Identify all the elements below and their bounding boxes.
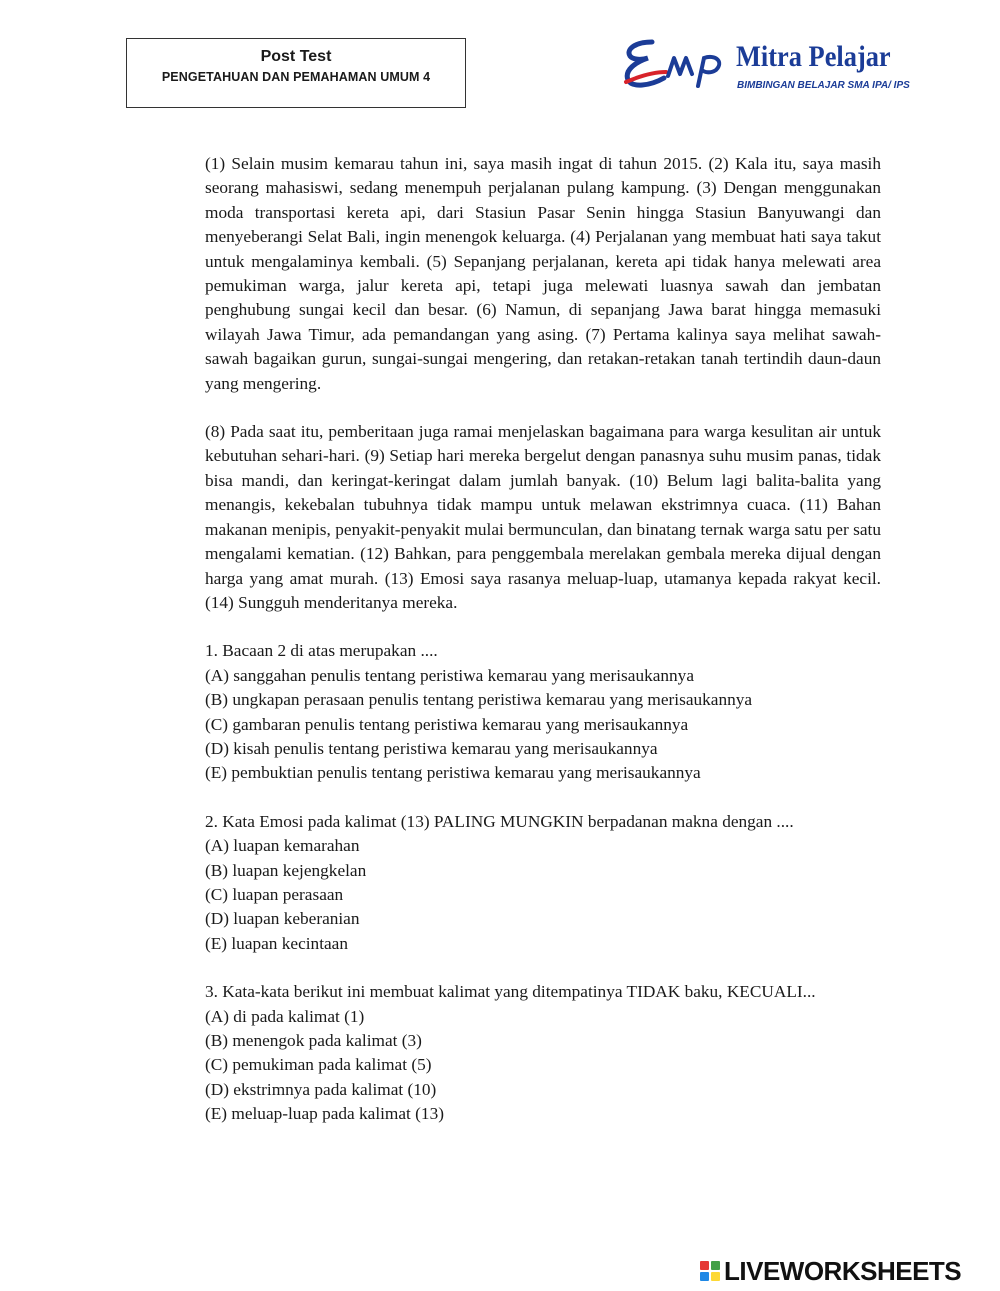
option-b: (B) luapan kejengkelan xyxy=(205,860,367,880)
option-c: (C) luapan perasaan xyxy=(205,884,344,904)
liveworksheets-watermark xyxy=(700,1256,961,1286)
option-a: (A) luapan kemarahan xyxy=(205,836,360,856)
question-2 xyxy=(205,810,881,956)
option-d: (D) ekstrimnya pada kalimat (10) xyxy=(205,1079,437,1099)
worksheet-content xyxy=(205,152,881,1151)
question-3 xyxy=(205,980,881,1126)
question-stem: 1. Bacaan 2 di atas merupakan .... xyxy=(205,641,438,661)
option-c: (C) gambaran penulis tentang peristiwa kemarau yang merisaukannya xyxy=(205,714,689,734)
option-a: (A) sanggahan penulis tentang peristiwa kemarau yang merisaukannya xyxy=(205,665,694,685)
header-box xyxy=(126,38,466,108)
option-c: (C) pemukiman pada kalimat (5) xyxy=(205,1055,432,1075)
passage-paragraph-2: (8) Pada saat itu, pemberitaan juga ramai menjelaskan bagaimana para warga kesulitan air untuk kebutuhan sehari-hari. (9) Setiap hari mereka bergelut dengan panasnya suhu musim panas, tidak bisa mandi, dan keringat-keringat dalam jumlah banyak. (10) Belum lagi balita-balita yang menangis, kekebalan tubuhnya tidak mampu untuk melawan ekstrimnya cuaca. (11) Bahan makanan menipis, penyakit-penyakit mulai bermunculan, dan binatang ternak warga satu per satu mengalami kematian. (12) Bahkan, para penggembala merelakan gembala mereka dijual dengan harga yang amat murah. (13) Emosi saya rasanya meluap-luap, utamanya kepada rakyat kecil. (14) Sungguh menderitanya mereka. xyxy=(205,422,881,612)
option-list xyxy=(205,834,881,956)
liveworksheets-logo-icon xyxy=(700,1261,720,1281)
option-list xyxy=(205,664,881,786)
option-e: (E) pembuktian penulis tentang peristiwa kemarau yang merisaukannya xyxy=(205,763,701,783)
logo-tagline: BIMBINGAN BELAJAR SMA IPA/ IPS xyxy=(737,80,910,91)
option-a: (A) di pada kalimat (1) xyxy=(205,1006,365,1026)
question-1 xyxy=(205,639,881,785)
icon-square-green xyxy=(711,1261,720,1270)
option-d: (D) kisah penulis tentang peristiwa kemarau yang merisaukannya xyxy=(205,738,658,758)
logo-brand-name: Mitra Pelajar xyxy=(736,40,891,73)
icon-square-yellow xyxy=(711,1272,720,1281)
liveworksheets-brand: LIVEWORKSHEETS xyxy=(724,1255,962,1286)
question-stem: 2. Kata Emosi pada kalimat (13) PALING MUNGKIN berpadanan makna dengan .... xyxy=(205,811,794,831)
mitra-pelajar-logo xyxy=(620,36,910,106)
option-e: (E) meluap-luap pada kalimat (13) xyxy=(205,1104,444,1124)
icon-square-red xyxy=(700,1261,709,1270)
emp-logo-mark-icon xyxy=(620,36,732,92)
document-subtitle: PENGETAHUAN DAN PEMAHAMAN UMUM 4 xyxy=(161,70,431,84)
passage-paragraph-1: (1) Selain musim kemarau tahun ini, saya masih ingat di tahun 2015. (2) Kala itu, saya masih seorang mahasiswi, sedang menempuh perjalanan pulang kampung. (3) Dengan menggunakan moda transportasi kereta api, dari Stasiun Pasar Senin hingga Stasiun Banyuwangi dan menyeberangi Selat Bali, ingin menengok keluarga. (4) Perjalanan yang membuat hati saya takut untuk mengalaminya kembali. (5) Sepanjang perjalanan, kereta api tidak hanya melewati area pemukiman warga, jalur kereta api, tetapi juga melewati luasnya sawah dan jembatan penghubung sungai kecil dan besar. (6) Namun, di sepanjang Jawa barat hingga memasuki wilayah Jawa Timur, ada pemandangan yang asing. (7) Pertama kalinya saya melihat sawah-sawah bagaikan gurun, sungai-sungai mengering, dan retakan-retakan tanah tertindih daun-daun yang mengering. xyxy=(205,154,881,393)
icon-square-blue xyxy=(700,1272,709,1281)
option-list xyxy=(205,1005,881,1127)
question-stem: 3. Kata-kata berikut ini membuat kalimat yang ditempatinya TIDAK baku, KECUALI... xyxy=(205,982,816,1002)
option-e: (E) luapan kecintaan xyxy=(205,933,348,953)
option-d: (D) luapan keberanian xyxy=(205,909,360,929)
option-b: (B) menengok pada kalimat (3) xyxy=(205,1031,422,1050)
document-title: Post Test xyxy=(260,48,332,65)
option-b: (B) ungkapan perasaan penulis tentang peristiwa kemarau yang merisaukannya xyxy=(205,690,753,710)
